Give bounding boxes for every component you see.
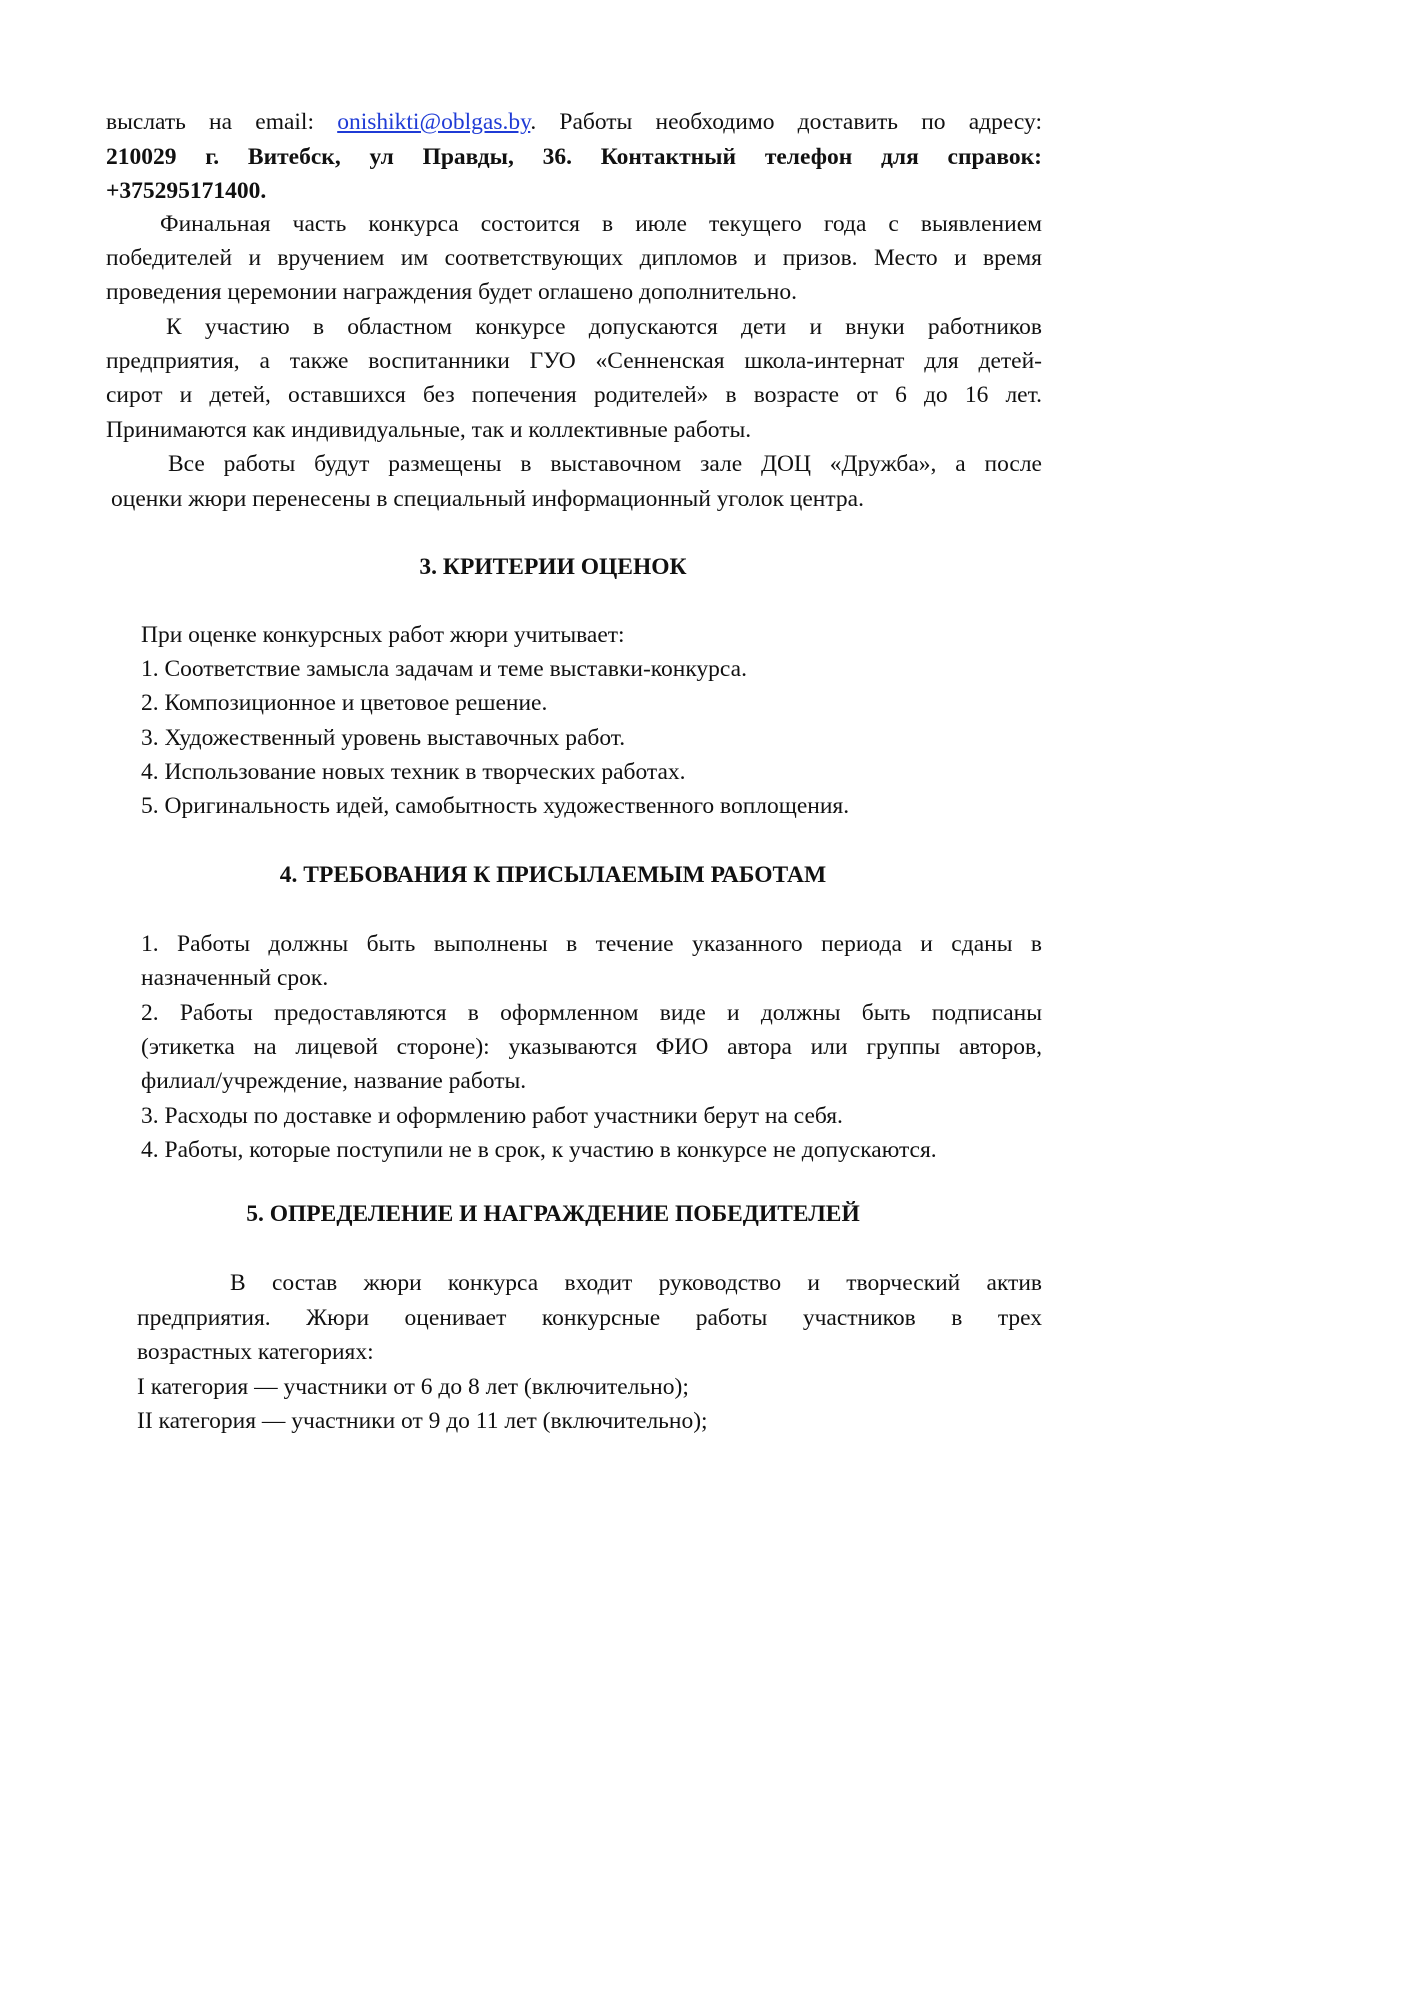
intro-text: выслать на email: [106,109,338,135]
paragraph-line: сирот и детей, оставшихся без попечения родителей» в возрасте от 6 до 16 лет. [106,382,1042,408]
paragraph-line: Финальная часть конкурса состоится в июле текущего года с выявлением [160,211,1042,237]
category-line: I категория — участники от 6 до 8 лет (включительно); [137,1374,689,1400]
criteria-item: 1. Соответствие замысла задачам и теме выставки-конкурса. [141,656,747,682]
jury-line: возрастных категориях: [137,1339,374,1365]
requirement-line: назначенный срок. [141,965,329,991]
address-line: 210029 г. Витебск, ул Правды, 36. Контактный телефон для справок: [106,144,1042,170]
phone-line: +375295171400. [106,178,267,204]
paragraph-line: проведения церемонии награждения будет оглашено дополнительно. [106,279,797,305]
section-heading: 3. КРИТЕРИИ ОЦЕНОК [419,554,687,580]
paragraph-line: победителей и вручением им соответствующих дипломов и призов. Место и время [106,245,1042,271]
jury-line: В состав жюри конкурса входит руководство и творческий актив [230,1270,1042,1296]
criteria-item: 2. Композиционное и цветовое решение. [141,690,548,716]
paragraph-line: Принимаются как индивидуальные, так и коллективные работы. [106,417,752,443]
requirement-line: 3. Расходы по доставке и оформлению работ участники берут на себя. [141,1103,843,1129]
requirement-line: 1. Работы должны быть выполнены в течение указанного периода и сданы в [141,931,1042,957]
paragraph-line: Все работы будут размещены в выставочном зале ДОЦ «Дружба», а после [168,451,1042,477]
paragraph-line: оценки жюри перенесены в специальный информационный уголок центра. [111,486,864,512]
requirement-line: 2. Работы предоставляются в оформленном виде и должны быть подписаны [141,1000,1042,1026]
category-line: II категория — участники от 9 до 11 лет (включительно); [137,1408,708,1434]
criteria-item: 4. Использование новых техник в творческих работах. [141,759,686,785]
criteria-lead: При оценке конкурсных работ жюри учитывает: [141,622,625,648]
requirement-line: (этикетка на лицевой стороне): указываются ФИО автора или группы авторов, [141,1034,1042,1060]
criteria-item: 3. Художественный уровень выставочных работ. [141,725,626,751]
paragraph-line: К участию в областном конкурсе допускаются дети и внуки работников [166,314,1042,340]
section-heading: 5. ОПРЕДЕЛЕНИЕ И НАГРАЖДЕНИЕ ПОБЕДИТЕЛЕЙ [246,1201,860,1227]
jury-line: предприятия. Жюри оценивает конкурсные работы участников в трех [137,1305,1042,1331]
requirement-line: филиал/учреждение, название работы. [141,1068,527,1094]
requirement-line: 4. Работы, которые поступили не в срок, к участию в конкурсе не допускаются. [141,1137,937,1163]
intro-line-1 [106,107,1042,137]
section-heading: 4. ТРЕБОВАНИЯ К ПРИСЫЛАЕМЫМ РАБОТАМ [279,862,827,888]
paragraph-line: предприятия, а также воспитанники ГУО «Сенненская школа-интернат для детей- [106,348,1042,374]
intro-text: . Работы необходимо доставить по адресу: [530,109,1042,135]
criteria-item: 5. Оригинальность идей, самобытность художественного воплощения. [141,793,850,819]
email-link[interactable]: onishikti@oblgas.by [337,109,531,135]
